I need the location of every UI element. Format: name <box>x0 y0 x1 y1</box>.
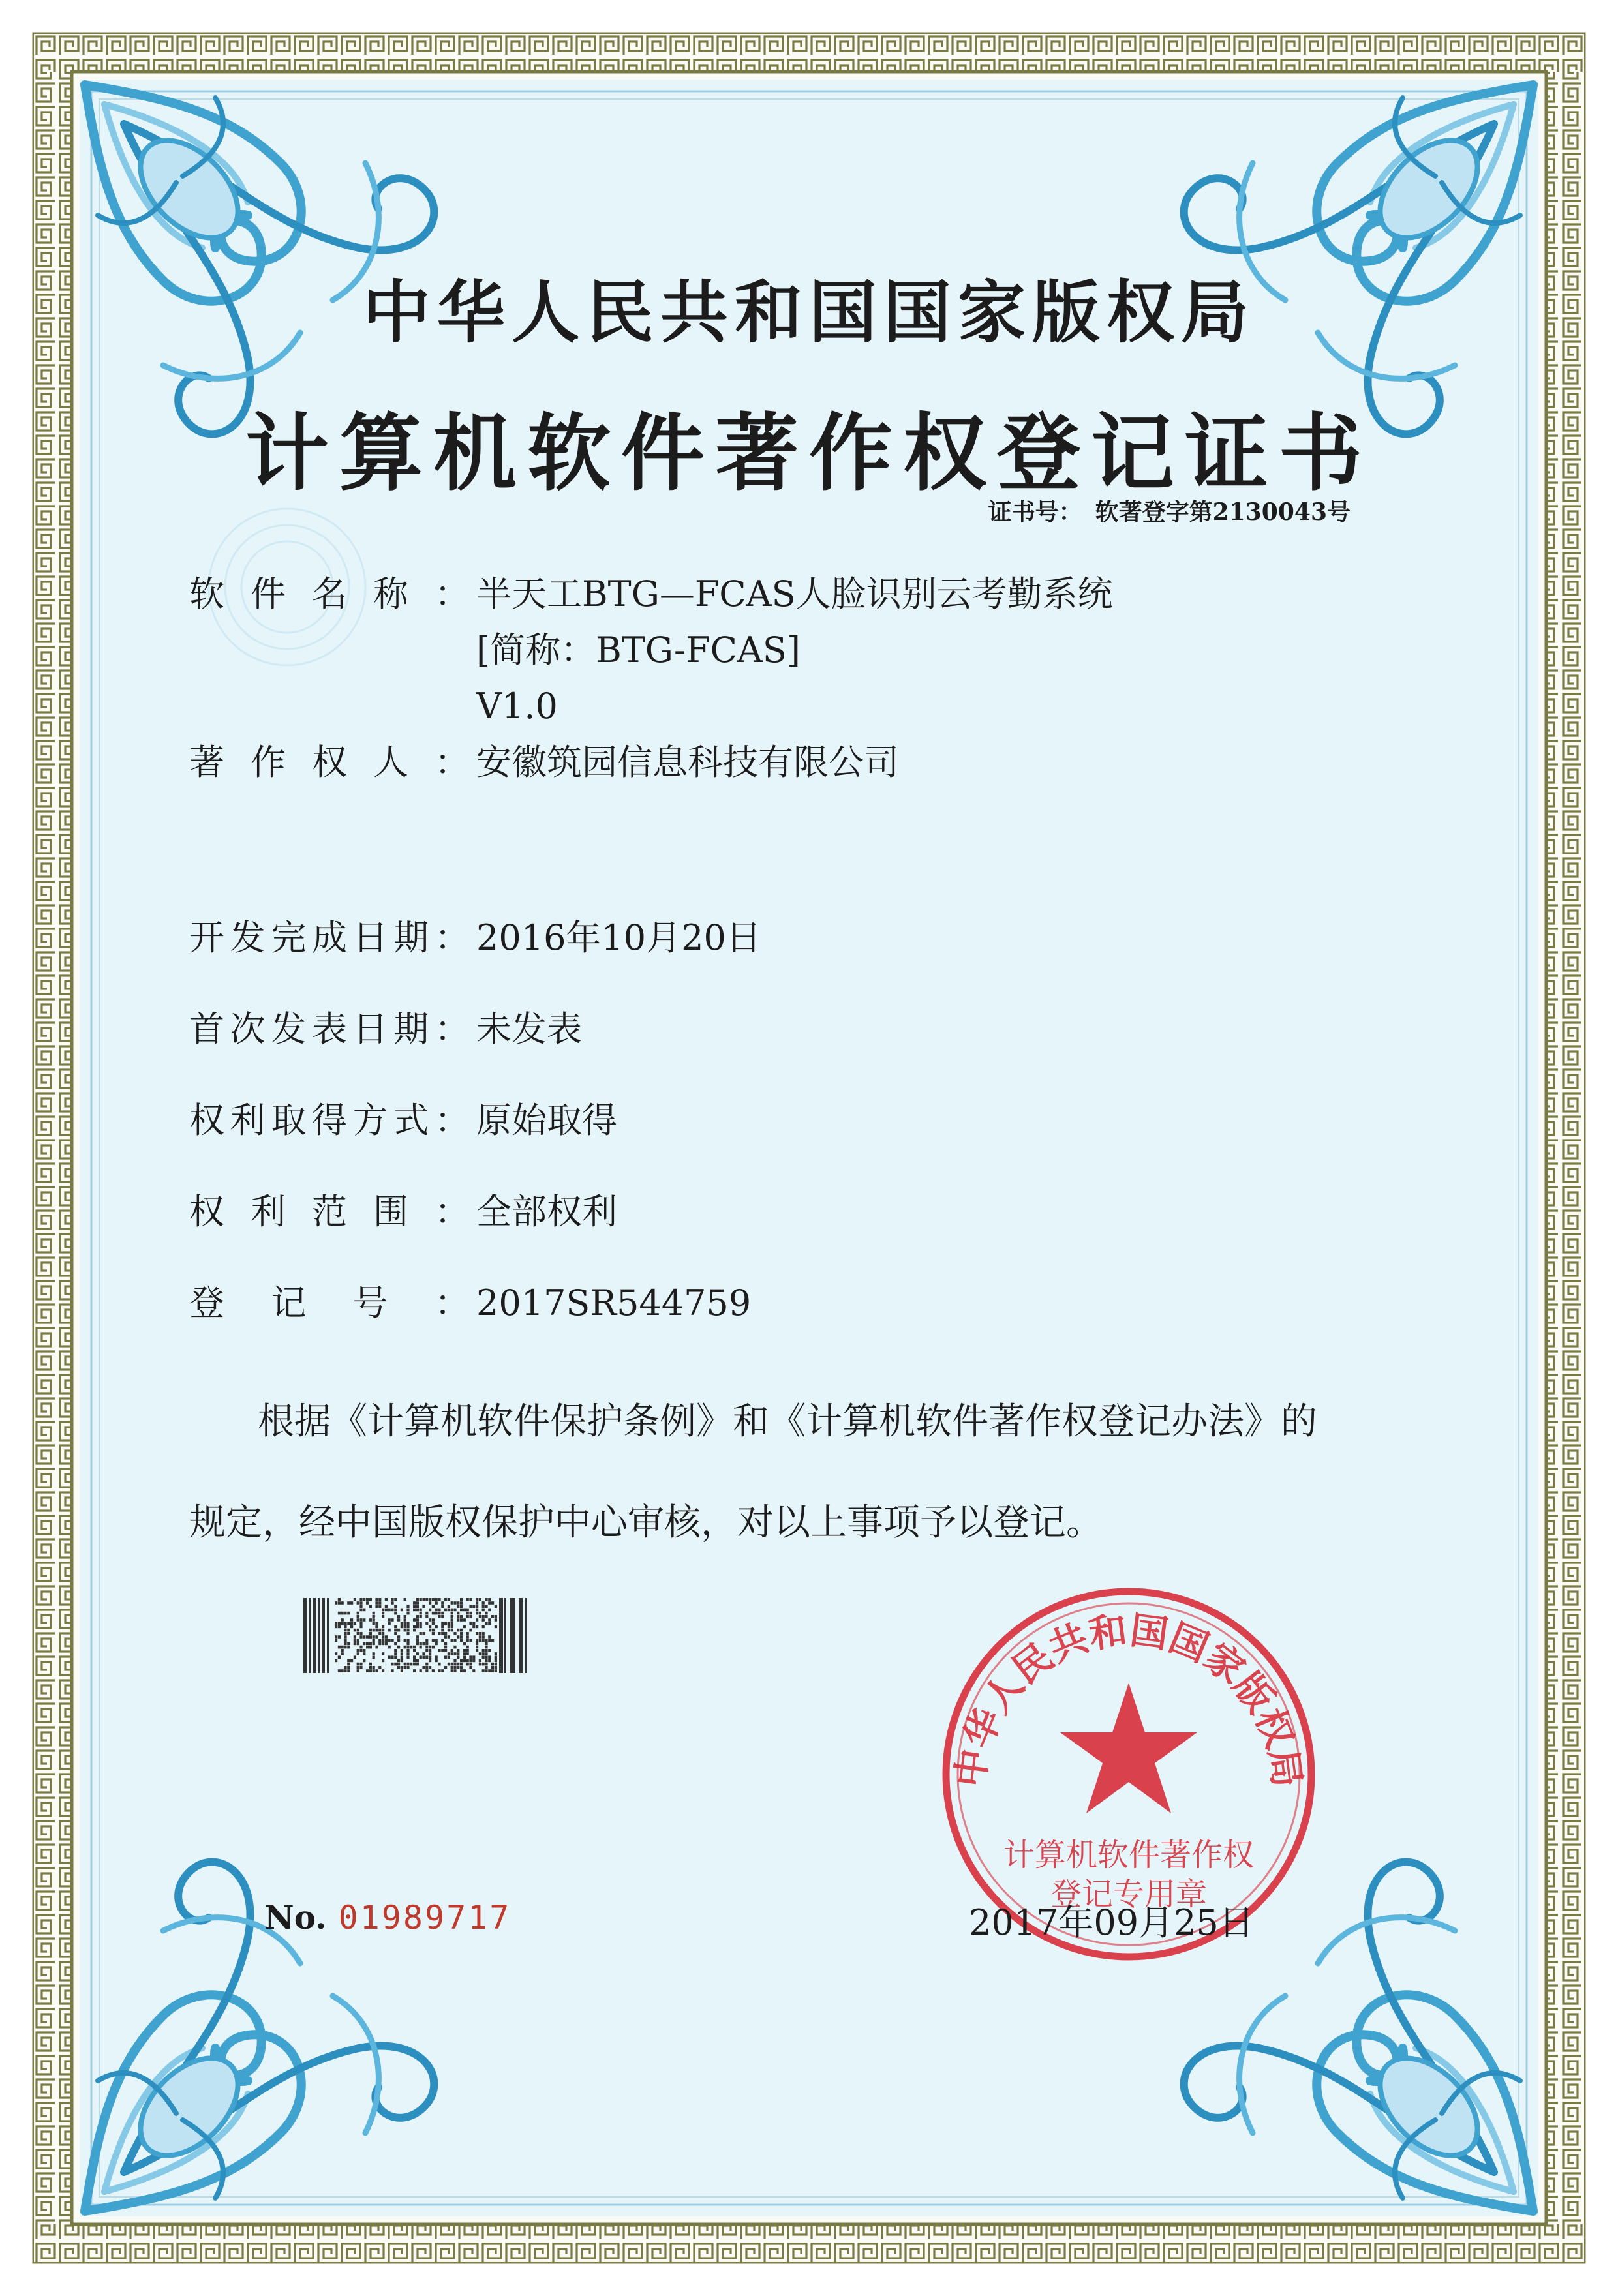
statement-line-1: 根据《计算机软件保护条例》和《计算机软件著作权登记办法》的 <box>258 1400 1317 1443</box>
label-char: 方 <box>352 1100 388 1141</box>
label-char: 日 <box>352 1008 388 1050</box>
label-char: 次 <box>230 1008 266 1050</box>
field-label <box>189 734 470 791</box>
seal-ring-text: 中华人民共和国国家版权局 <box>947 1607 1310 1790</box>
label-char: 称 <box>373 573 408 614</box>
statement-line-2: 规定，经中国版权保护中心审核，对以上事项予以登记。 <box>189 1502 1103 1544</box>
label-char: ： <box>435 742 470 783</box>
label-char: 权 <box>189 1191 224 1232</box>
field-value: 未发表 <box>476 1008 582 1050</box>
label-char: 作 <box>251 742 286 783</box>
label-char: ： <box>434 1008 470 1050</box>
serial-value: 01989717 <box>338 1899 511 1937</box>
label-char: 名 <box>312 573 347 614</box>
field-value <box>476 566 1113 734</box>
label-char: 成 <box>311 917 347 958</box>
field-label <box>189 1184 470 1240</box>
label-char: 范 <box>312 1191 347 1232</box>
field-label <box>189 566 470 622</box>
label-char: 日 <box>352 917 388 958</box>
certificate-title: 计算机软件著作权登记证书 <box>245 404 1373 502</box>
issue-date: 2017年09月25日 <box>969 1902 1254 1943</box>
label-char: 著 <box>189 742 224 783</box>
field-value: 2016年10月20日 <box>476 917 761 958</box>
field-label <box>189 1001 470 1057</box>
software-short-name: [简称：BTG-FCAS] <box>476 629 801 671</box>
certificate-number <box>988 494 1351 527</box>
software-name-value: 半天工BTG—FCAS人脸识别云考勤系统 <box>476 573 1113 614</box>
label-char: 软 <box>189 573 224 614</box>
field-value: 2017SR544759 <box>476 1282 752 1323</box>
label-char: 记 <box>271 1282 307 1323</box>
label-char: 完 <box>271 917 307 958</box>
field-label <box>189 1093 470 1149</box>
star-icon <box>1060 1683 1197 1813</box>
label-char: 期 <box>393 917 429 958</box>
software-version: V1.0 <box>476 686 558 727</box>
label-char: ： <box>434 1282 470 1323</box>
label-char: 首 <box>189 1008 224 1050</box>
field-label <box>189 1275 470 1331</box>
field-value: 安徽筑园信息科技有限公司 <box>476 742 899 783</box>
field-value: 原始取得 <box>476 1100 617 1141</box>
label-char: ： <box>434 1100 470 1141</box>
label-char: 号 <box>352 1282 388 1323</box>
certificate-number-label: 证书号： <box>988 498 1082 526</box>
label-char: 开 <box>189 917 224 958</box>
label-char: 利 <box>251 1191 286 1232</box>
seal-center-line-1: 计算机软件著作权 <box>1003 1837 1255 1873</box>
label-char: 利 <box>230 1100 266 1141</box>
label-char: 发 <box>271 1008 307 1050</box>
issuer-title: 中华人民共和国国家版权局 <box>362 272 1255 352</box>
label-char: 件 <box>251 573 286 614</box>
label-char: 围 <box>373 1191 408 1232</box>
label-char: 取 <box>271 1100 307 1141</box>
label-char: ： <box>434 917 470 958</box>
label-char: 权 <box>312 742 347 783</box>
label-char: 式 <box>393 1100 429 1141</box>
label-char: 权 <box>189 1100 224 1141</box>
label-char: 登 <box>189 1282 224 1323</box>
label-char: 人 <box>373 742 408 783</box>
field-label <box>189 910 470 966</box>
label-char: 期 <box>393 1008 429 1050</box>
label-char: 发 <box>230 917 266 958</box>
barcode-icon <box>303 1598 532 1673</box>
field-value: 全部权利 <box>476 1191 617 1232</box>
label-char: 得 <box>311 1100 347 1141</box>
serial-label: No. <box>264 1898 327 1937</box>
label-char: ： <box>435 573 470 614</box>
label-char: 表 <box>311 1008 347 1050</box>
seal-center-line-2: 登记专用章 <box>1050 1876 1208 1912</box>
serial-number <box>264 1898 511 1937</box>
label-char: ： <box>435 1191 470 1232</box>
certificate-number-value: 软著登字第2130043号 <box>1095 498 1351 526</box>
